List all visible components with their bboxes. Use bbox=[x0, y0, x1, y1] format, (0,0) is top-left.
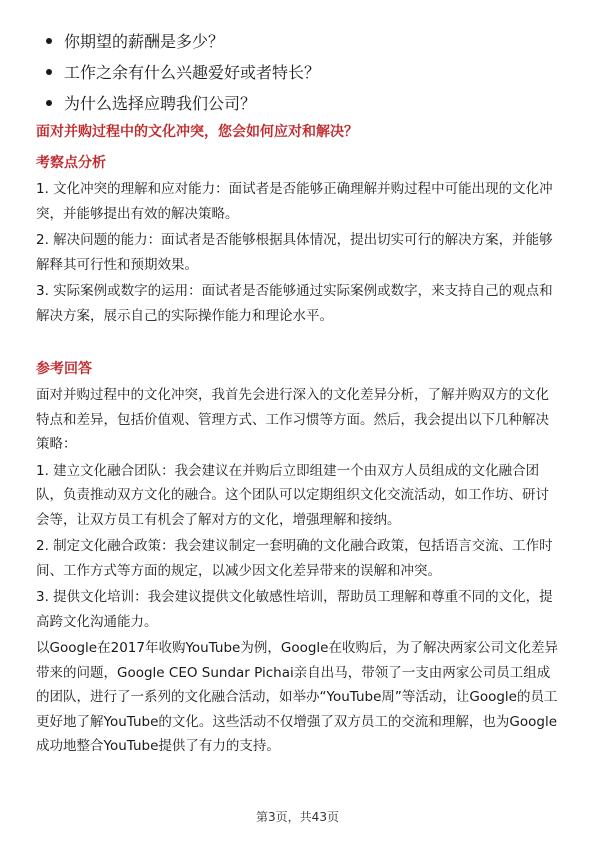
answer-item: 2. 制定文化融合政策：我会建议制定一套明确的文化融合政策，包括语言交流、工作时间、工作方式等方面的规定，以减少因文化差异带来的误解和冲突。 bbox=[36, 538, 553, 579]
analysis-item: 3. 实际案例或数字的运用：面试者是否能够通过实际案例或数字，来支持自己的观点和解决方案，展示自己的实际操作能力和理论水平。 bbox=[36, 283, 553, 324]
reference-answer-heading: 参考回答 bbox=[36, 361, 92, 377]
answer-intro: 面对并购过程中的文化冲突，我首先会进行深入的文化差异分析，了解并购双方的文化特点和差异，包括价值观、管理方式、工作习惯等方面。然后，我会提出以下几种解决策略： bbox=[36, 387, 549, 452]
answer-example: 以Google在2017年收购YouTube为例，Google在收购后，为了解决两家公司文化差异带来的问题，Google CEO Sundar Pichai亲自出马，带领了一支由两家公司员工组成的团队，进行了一系列的文化融合活动，如举办“YouTube周”等活动，让Google的员工更好地了解YouTube的文化。这些活动不仅增强了双方员工的交流和理解，也为Google成功地整合YouTube提供了有力的支持。 bbox=[36, 640, 558, 754]
reference-answer-section bbox=[36, 383, 558, 761]
interview-question-title: 面对并购过程中的文化冲突，您会如何应对和解决？ bbox=[36, 124, 358, 140]
bullet-dot-icon bbox=[46, 38, 52, 44]
analysis-item: 2. 解决问题的能力：面试者是否能够根据具体情况，提出切实可行的解决方案，并能够解释其可行性和预期效果。 bbox=[36, 232, 553, 273]
list-item: 工作之余有什么兴趣爱好或者特长？ bbox=[44, 57, 564, 88]
analysis-item: 1. 文化冲突的理解和应对能力：面试者是否能够正确理解并购过程中可能出现的文化冲突，并能够提出有效的解决策略。 bbox=[36, 181, 553, 222]
analysis-section bbox=[36, 177, 558, 330]
bullet-dot-icon bbox=[46, 100, 52, 106]
list-item: 你期望的薪酬是多少？ bbox=[44, 26, 564, 57]
answer-item: 1. 建立文化融合团队：我会建议在并购后立即组建一个由双方人员组成的文化融合团队，负责推动双方文化的融合。这个团队可以定期组织文化交流活动，如工作坊、研讨会等，让双方员工有机会了解对方的文化，增强理解和接纳。 bbox=[36, 462, 549, 528]
list-item: 为什么选择应聘我们公司？ bbox=[44, 88, 564, 119]
answer-item: 3. 提供文化培训：我会建议提供文化敏感性培训，帮助员工理解和尊重不同的文化，提高跨文化沟通能力。 bbox=[36, 589, 553, 630]
question-bullet-list bbox=[44, 26, 564, 119]
bullet-dot-icon bbox=[46, 69, 52, 75]
analysis-heading: 考察点分析 bbox=[36, 155, 106, 171]
page-number-footer: 第3页，共43页 bbox=[256, 810, 339, 824]
